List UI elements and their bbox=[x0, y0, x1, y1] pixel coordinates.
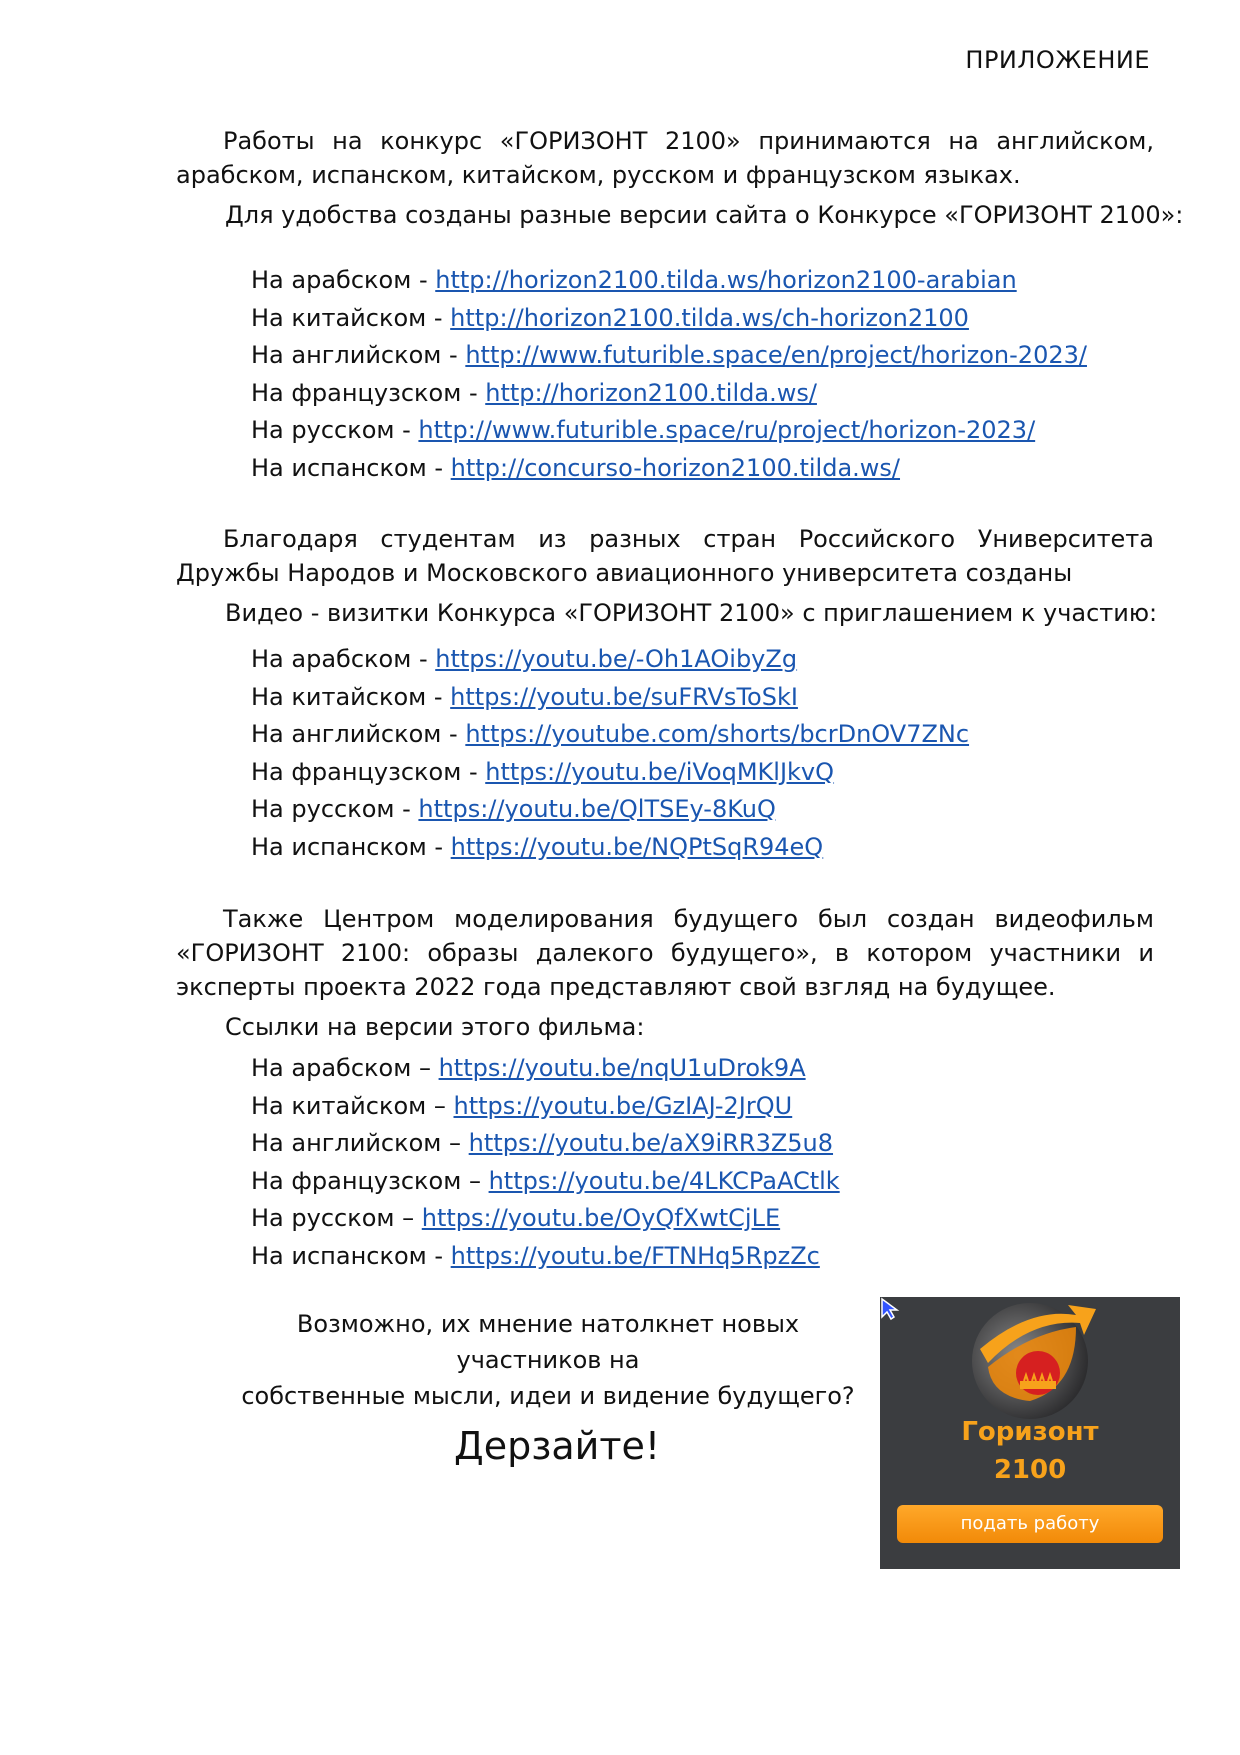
film-links-list bbox=[251, 1050, 840, 1276]
film-label: На английском – bbox=[251, 1129, 469, 1158]
page-header: ПРИЛОЖЕНИЕ bbox=[965, 46, 1150, 74]
paragraph-languages-text: Работы на конкурс «ГОРИЗОНТ 2100» принимаются на английском, арабском, испанском, китайском, русском и французском языках. bbox=[176, 127, 1154, 189]
site-item bbox=[251, 450, 1087, 488]
film-label: На русском – bbox=[251, 1204, 422, 1233]
site-link[interactable]: http://concurso-horizon2100.tilda.ws/ bbox=[450, 453, 901, 482]
video-links-list bbox=[251, 641, 969, 867]
video-item bbox=[251, 791, 969, 829]
video-item bbox=[251, 679, 969, 717]
film-item bbox=[251, 1163, 840, 1201]
site-label: На русском - bbox=[251, 416, 419, 445]
video-link[interactable]: https://youtu.be/iVoqMKlJkvQ bbox=[485, 757, 835, 786]
video-item bbox=[251, 641, 969, 679]
intro-site-versions: Для удобства созданы разные версии сайта о Конкурсе «ГОРИЗОНТ 2100»: bbox=[225, 201, 1184, 229]
video-item bbox=[251, 754, 969, 792]
closing-text bbox=[228, 1306, 868, 1414]
film-item bbox=[251, 1238, 840, 1276]
film-link[interactable]: https://youtu.be/nqU1uDrok9A bbox=[438, 1054, 806, 1082]
intro-film-versions: Ссылки на версии этого фильма: bbox=[225, 1013, 645, 1041]
film-link[interactable]: https://youtu.be/aX9iRR3Z5u8 bbox=[468, 1129, 834, 1158]
horizon-2100-badge[interactable] bbox=[880, 1297, 1180, 1569]
badge-year: 2100 bbox=[993, 1455, 1067, 1485]
cursor-arrow-icon bbox=[880, 1297, 900, 1321]
dare-heading: Дерзайте! bbox=[454, 1424, 661, 1468]
video-link[interactable]: https://youtu.be/QlTSEy-8KuQ bbox=[418, 795, 776, 824]
video-label: На арабском - bbox=[251, 645, 436, 673]
film-label: На арабском – bbox=[251, 1054, 439, 1082]
site-link[interactable]: http://horizon2100.tilda.ws/ch-horizon2100 bbox=[450, 303, 969, 332]
site-item bbox=[251, 337, 1087, 375]
closing-line-2: собственные мысли, идеи и видение будущего? bbox=[241, 1382, 855, 1410]
film-link[interactable]: https://youtu.be/4LKCPaACtlk bbox=[488, 1166, 840, 1195]
paragraph-languages bbox=[176, 124, 1154, 192]
film-item bbox=[251, 1050, 840, 1088]
intro-video-cards: Видео - визитки Конкурса «ГОРИЗОНТ 2100» с приглашением к участию: bbox=[225, 599, 1158, 627]
film-link[interactable]: https://youtu.be/GzIAJ-2JrQU bbox=[453, 1091, 793, 1120]
site-item bbox=[251, 412, 1087, 450]
submit-work-button[interactable]: подать работу bbox=[897, 1505, 1163, 1543]
site-item bbox=[251, 375, 1087, 413]
video-label: На английском - bbox=[251, 720, 466, 749]
paragraph-film bbox=[176, 902, 1154, 1004]
site-label: На испанском - bbox=[251, 453, 451, 482]
site-link[interactable]: http://horizon2100.tilda.ws/ bbox=[485, 378, 817, 407]
site-label: На китайском - bbox=[251, 303, 451, 332]
film-label: На французском – bbox=[251, 1166, 489, 1195]
badge-title: Горизонт bbox=[961, 1417, 1099, 1447]
paragraph-students bbox=[176, 522, 1154, 590]
site-link[interactable]: http://www.futurible.space/en/project/horizon-2023/ bbox=[465, 341, 1087, 370]
video-link[interactable]: https://youtu.be/NQPtSqR94eQ bbox=[450, 832, 824, 861]
site-link[interactable]: http://horizon2100.tilda.ws/horizon2100-arabian bbox=[435, 266, 1017, 294]
video-link[interactable]: https://youtu.be/-Oh1AOibyZg bbox=[435, 645, 798, 673]
video-label: На китайском - bbox=[251, 682, 451, 711]
film-link[interactable]: https://youtu.be/FTNHq5RpzZc bbox=[450, 1241, 820, 1270]
site-links-list bbox=[251, 262, 1087, 488]
paragraph-students-text: Благодаря студентам из разных стран Российского Университета Дружбы Народов и Московского авиационного университета созданы bbox=[176, 525, 1154, 587]
video-item bbox=[251, 829, 969, 867]
site-label: На арабском - bbox=[251, 266, 436, 294]
site-label: На английском - bbox=[251, 341, 466, 370]
site-item bbox=[251, 300, 1087, 338]
film-item bbox=[251, 1125, 840, 1163]
film-label: На испанском - bbox=[251, 1241, 451, 1270]
video-link[interactable]: https://youtube.com/shorts/bcrDnOV7ZNc bbox=[465, 720, 970, 749]
video-link[interactable]: https://youtu.be/suFRVsToSkI bbox=[450, 682, 798, 711]
site-link[interactable]: http://www.futurible.space/ru/project/horizon-2023/ bbox=[418, 416, 1036, 445]
horizon-logo-icon bbox=[880, 1297, 1180, 1427]
site-label: На французском - bbox=[251, 378, 486, 407]
closing-line-1: Возможно, их мнение натолкнет новых участников на bbox=[296, 1310, 800, 1374]
video-label: На французском - bbox=[251, 757, 486, 786]
video-label: На русском - bbox=[251, 795, 419, 824]
video-item bbox=[251, 716, 969, 754]
film-item bbox=[251, 1200, 840, 1238]
site-item bbox=[251, 262, 1087, 300]
film-link[interactable]: https://youtu.be/OyQfXwtCjLE bbox=[421, 1204, 781, 1233]
video-label: На испанском - bbox=[251, 832, 451, 861]
paragraph-film-text: Также Центром моделирования будущего был создан видеофильм «ГОРИЗОНТ 2100: образы далекого будущего», в котором участники и эксперты проекта 2022 года представляют свой взгляд на будущее. bbox=[176, 905, 1154, 1001]
film-item bbox=[251, 1088, 840, 1126]
film-label: На китайском – bbox=[251, 1091, 454, 1120]
